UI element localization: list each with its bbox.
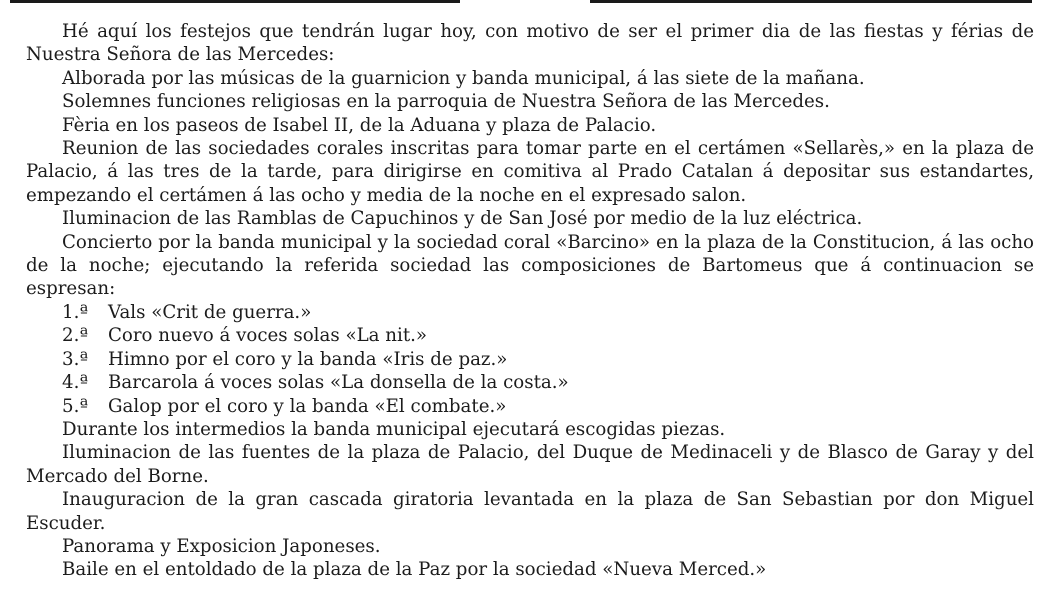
reunion-paragraph: Reunion de las sociedades corales inscritas para tomar parte en el certámen «Sellarès,» en la plaza de Palacio, á las tres de la tarde, para dirigirse en comitiva al Prado Catalan á depositar sus estandartes, empezando el certámen á las ocho y media de la noche en el expresado salon. [26,138,1034,206]
program-item-number: 3.ª [62,348,88,370]
program-item [26,395,1034,418]
intermedios-paragraph: Durante los intermedios la banda municipal ejecutará escogidas piezas. [62,418,726,440]
program-item [26,324,1034,347]
baile-paragraph: Baile en el entoldado de la plaza de la Paz por la sociedad «Nueva Merced.» [62,559,767,581]
program-item-number: 5.ª [62,395,88,417]
program-item [26,348,1034,371]
program-item [26,301,1034,324]
program-item-number: 1.ª [62,301,88,323]
newspaper-article [26,20,1034,582]
program-item-number: 4.ª [62,372,88,394]
program-item-text: Coro nuevo á voces solas «La nit.» [108,325,428,347]
intro-paragraph: Hé aquí los festejos que tendrán lugar hoy, con motivo de ser el primer dia de las fiestas y férias de Nuestra Señora de las Mercedes: [26,21,1034,66]
program-list [26,301,1034,418]
program-item-text: Himno por el coro y la banda «Iris de paz.» [108,348,508,370]
program-item [26,371,1034,394]
program-item-number: 2.ª [62,325,88,347]
program-item-text: Vals «Crit de guerra.» [108,301,312,323]
alborada-paragraph: Alborada por las músicas de la guarnicion y banda municipal, á las siete de la mañana. [62,67,865,89]
program-item-text: Galop por el coro y la banda «El combate.» [108,395,507,417]
inauguracion-paragraph: Inauguracion de la gran cascada giratoria levantada en la plaza de San Sebastian por don Miguel Escuder. [26,489,1034,534]
iluminacion-ramblas-paragraph: Iluminacion de las Ramblas de Capuchinos y de San José por medio de la luz eléctrica. [62,208,863,230]
concierto-paragraph: Concierto por la banda municipal y la sociedad coral «Barcino» en la plaza de la Constitucion, á las ocho de la noche; ejecutando la referida sociedad las composiciones de Bartomeus que á continuacion se espresan: [26,231,1034,300]
iluminacion-fuentes-paragraph: Iluminacion de las fuentes de la plaza de Palacio, del Duque de Medinaceli y de Blasco de Garay y del Mercado del Borne. [26,442,1034,487]
top-rule-left [10,0,460,3]
top-rule-right [590,0,1032,3]
panorama-paragraph: Panorama y Exposicion Japoneses. [62,535,381,557]
funciones-paragraph: Solemnes funciones religiosas en la parroquia de Nuestra Señora de las Mercedes. [62,91,830,113]
program-item-text: Barcarola á voces solas «La donsella de la costa.» [108,372,569,394]
feria-paragraph: Fèria en los paseos de Isabel II, de la Aduana y plaza de Palacio. [62,114,657,136]
